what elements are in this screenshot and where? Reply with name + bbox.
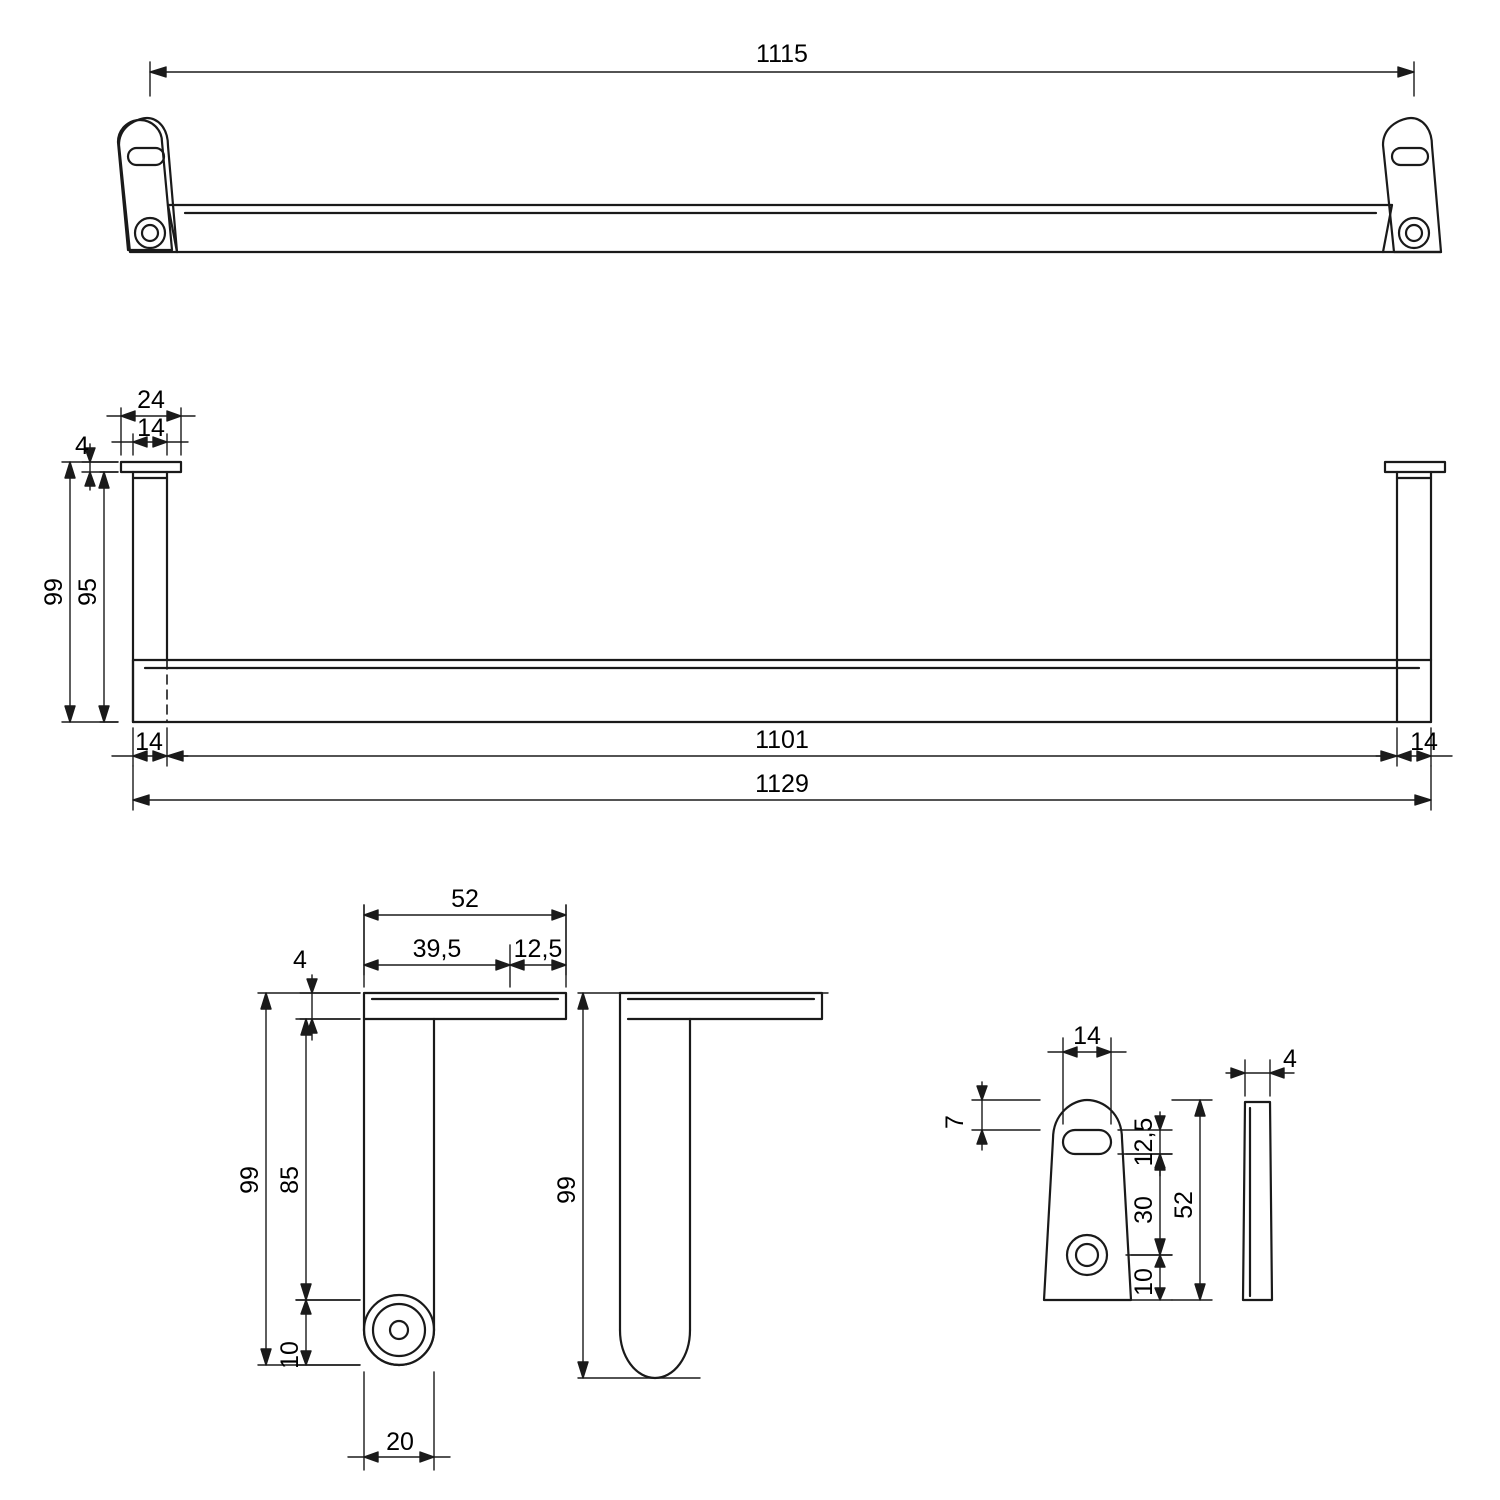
dim-label-bracket-arm-length: 39,5 <box>412 935 462 963</box>
dim-label-bracket-top-width: 52 <box>451 885 479 913</box>
dim-label-front-right-offset: 14 <box>1410 728 1438 756</box>
dim-label-bracket-depth: 20 <box>386 1428 414 1456</box>
bracket-front-view-geometry <box>620 993 822 1378</box>
bracket-dimension-lines <box>258 905 828 1470</box>
dim-label-front-bar-length: 1101 <box>755 726 809 754</box>
dim-label-front-post-width: 14 <box>137 414 165 442</box>
dim-label-front-flange-width: 24 <box>137 386 165 414</box>
dim-label-front-plate-thickness: 4 <box>75 432 89 460</box>
wall-plate-dimension-lines <box>972 1038 1294 1300</box>
dim-label-bracket-body-height: 85 <box>276 1166 304 1194</box>
front-view-geometry <box>121 462 1445 722</box>
dim-label-top-overall-length: 1115 <box>756 40 808 68</box>
dim-label-plate-hole-bottom: 10 <box>1130 1268 1158 1296</box>
top-view-geometry <box>118 118 1441 252</box>
front-view-hidden-lines <box>167 660 1397 722</box>
dim-label-bracket-plate-thickness: 4 <box>293 946 307 974</box>
dim-label-front-left-offset: 14 <box>135 728 163 756</box>
dim-label-bracket-overall-height: 99 <box>236 1166 264 1194</box>
dim-label-plate-slot-top: 7 <box>941 1115 969 1129</box>
dim-label-front-overall-length: 1129 <box>755 770 809 798</box>
dim-label-front-inner-height: 95 <box>74 578 102 606</box>
dim-label-plate-slot-length: 12,5 <box>1130 1117 1158 1167</box>
dim-label-plate-width: 14 <box>1073 1022 1101 1050</box>
dim-label-bracket-tail-length: 12,5 <box>513 935 563 963</box>
dim-label-bracket-boss-height: 10 <box>276 1341 304 1369</box>
dim-label-plate-thickness: 4 <box>1283 1045 1297 1073</box>
dim-label-front-overall-height: 99 <box>40 578 68 606</box>
bracket-side-view-geometry <box>364 993 566 1365</box>
dim-label-plate-total-height: 52 <box>1170 1191 1198 1219</box>
dim-label-plate-hole-spacing: 30 <box>1130 1196 1158 1224</box>
dim-label-bracket-second-height: 99 <box>553 1176 581 1204</box>
